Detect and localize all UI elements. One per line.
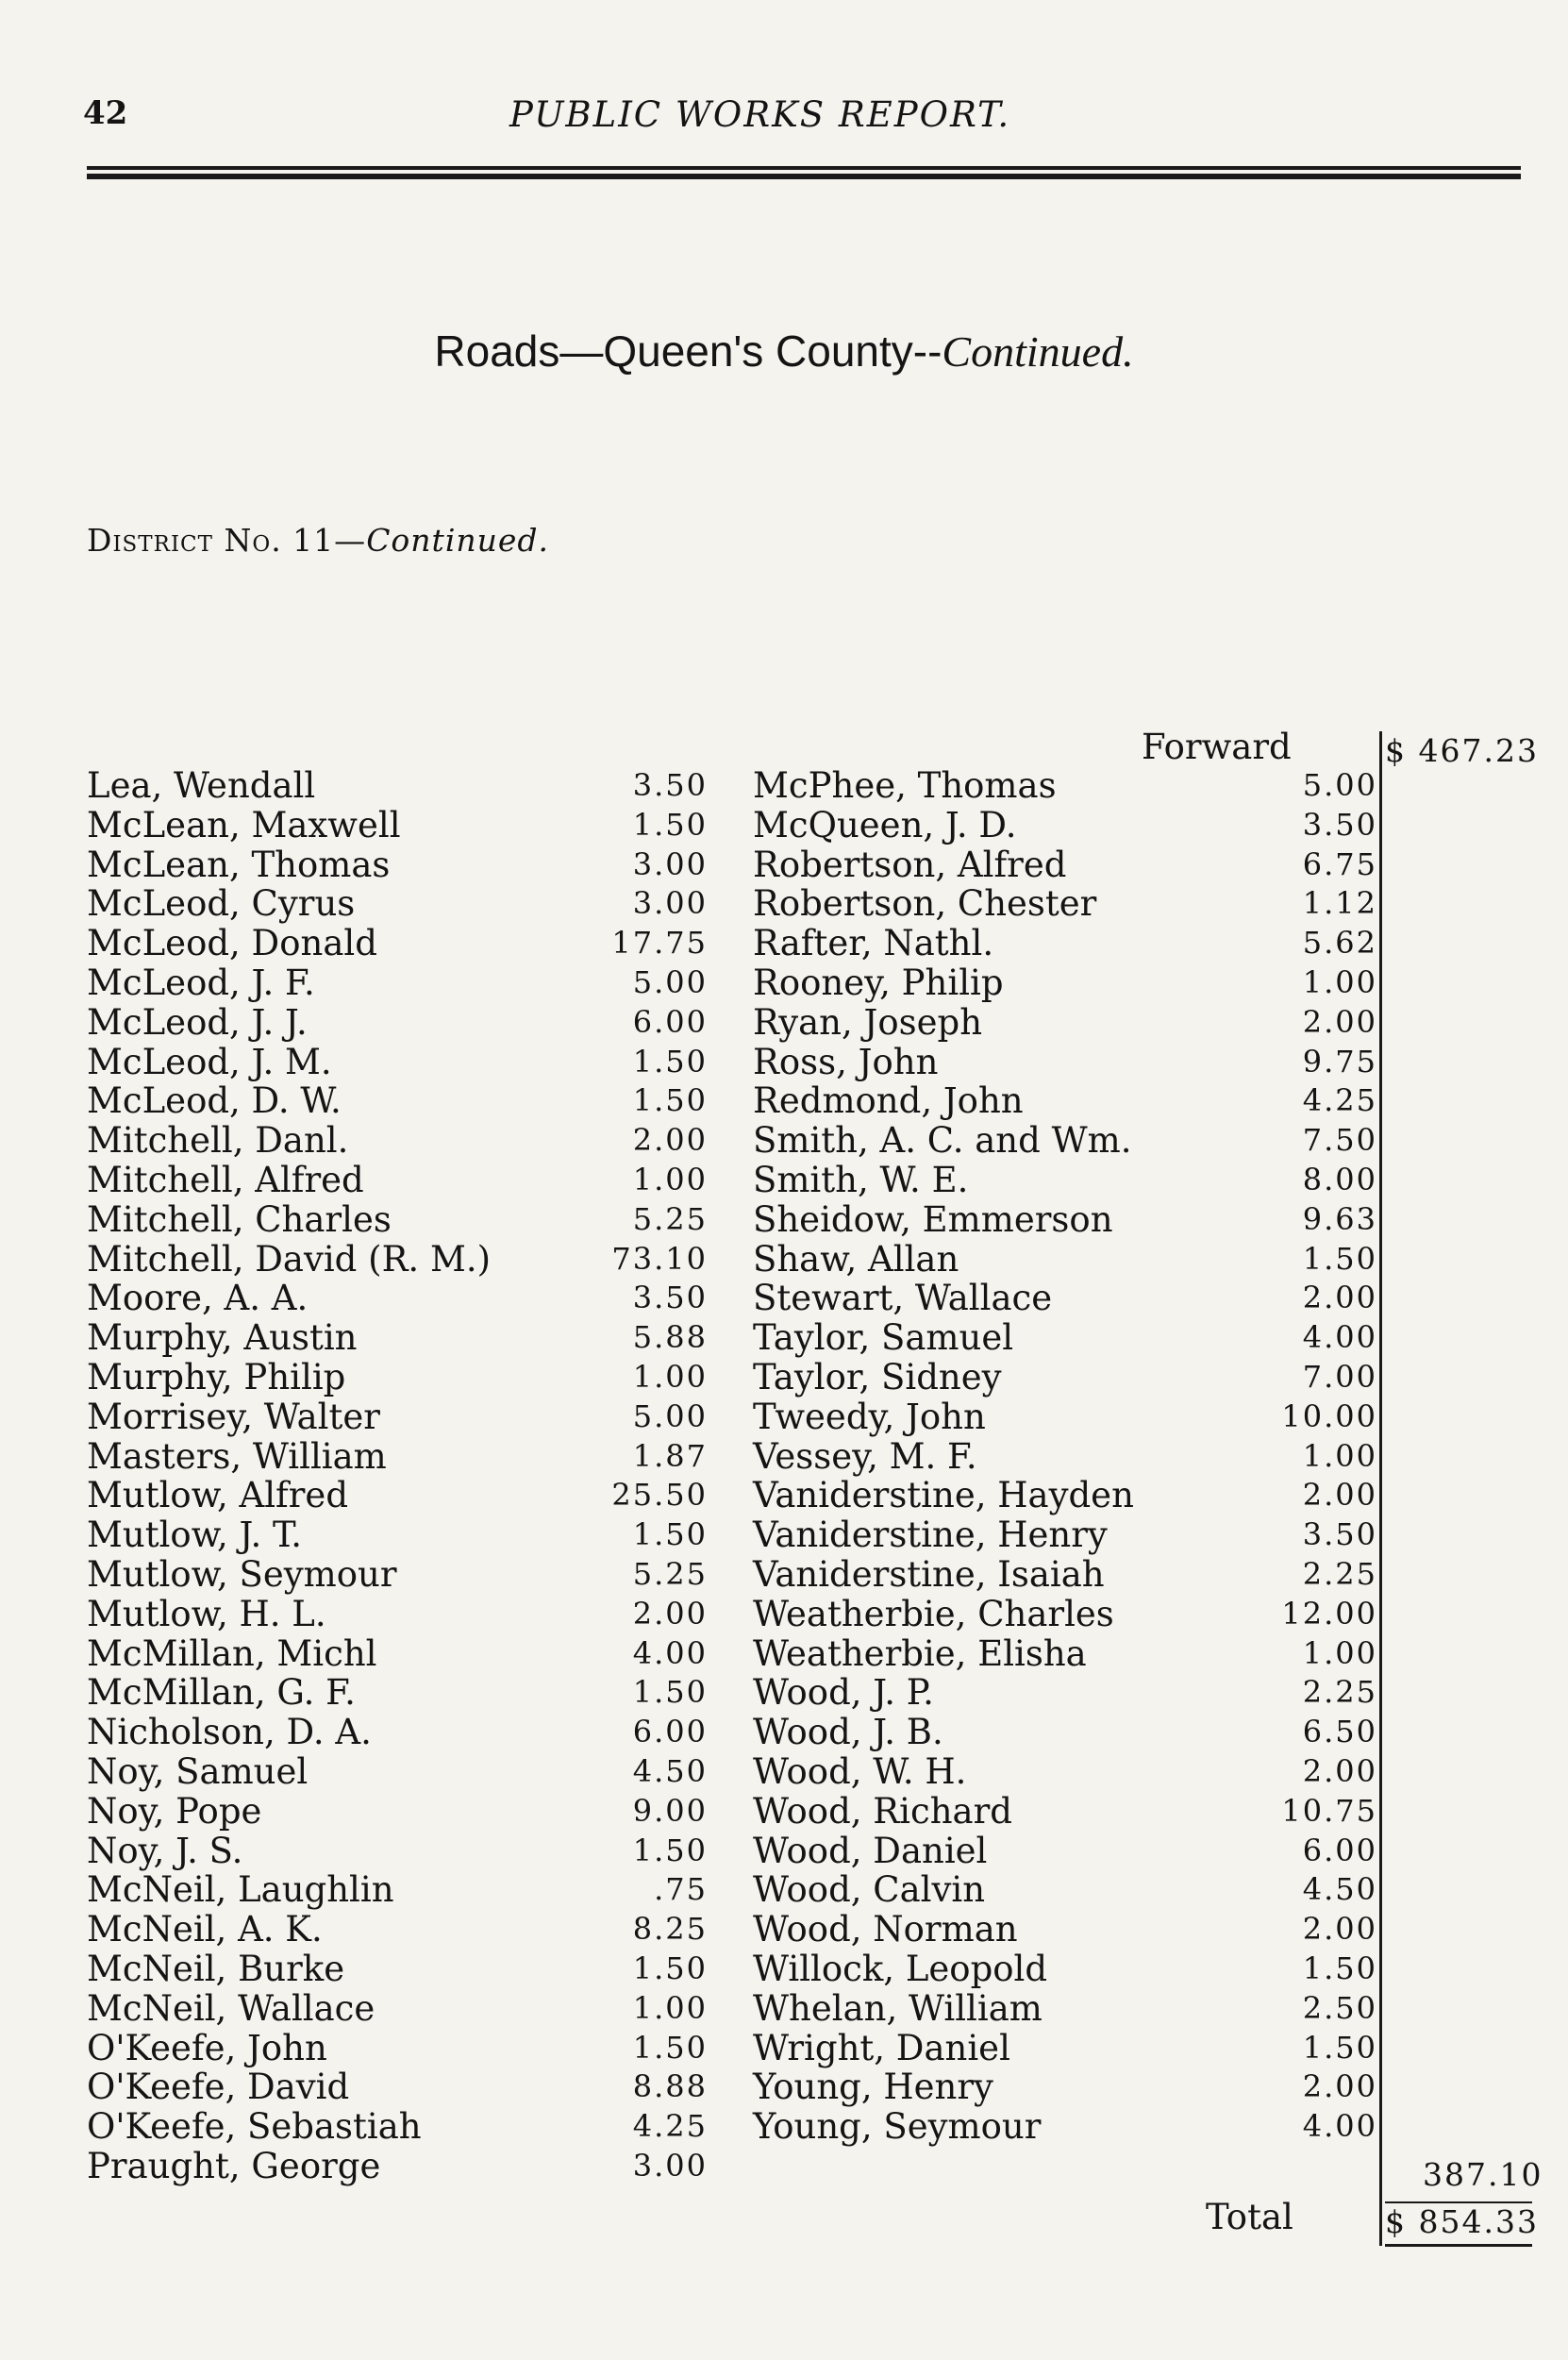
- entry-name: Stewart, Wallace: [753, 1278, 1053, 1319]
- entry-name: Smith, A. C. and Wm.: [753, 1120, 1132, 1162]
- entry-name: McLeod, J. F.: [87, 962, 315, 1003]
- entry-amount: 3.50: [632, 767, 708, 803]
- entry-amount: 10.00: [1281, 1398, 1377, 1434]
- entry-name: McPhee, Thomas: [753, 765, 1057, 806]
- entry-name: McLean, Maxwell: [87, 804, 401, 845]
- entry-name: Sheidow, Emmerson: [753, 1198, 1113, 1240]
- entry-name: O'Keefe, John: [87, 2027, 327, 2068]
- entry-amount: 4.50: [1302, 1871, 1377, 1908]
- entry-name: Mutlow, H. L.: [87, 1593, 326, 1634]
- entry-amount: 1.00: [1302, 963, 1377, 1000]
- forward-amount: $ 467.23: [1385, 732, 1539, 769]
- entry-name: Rooney, Philip: [753, 962, 1004, 1003]
- entry-amount: 1.87: [632, 1437, 708, 1474]
- entry-amount: 6.75: [1302, 845, 1377, 882]
- entry-amount: 2.00: [1302, 1752, 1377, 1789]
- entry-name: Mutlow, Alfred: [87, 1475, 349, 1516]
- entry-name: Wright, Daniel: [753, 2027, 1010, 2068]
- running-head: PUBLIC WORKS REPORT.: [509, 94, 1011, 135]
- header-rule-thick: [87, 174, 1521, 179]
- entry-amount: 2.00: [632, 1595, 708, 1632]
- entry-amount: 1.00: [632, 1161, 708, 1197]
- entry-name: O'Keefe, David: [87, 2067, 350, 2108]
- entry-name: Praught, George: [87, 2145, 381, 2186]
- entry-name: Vaniderstine, Isaiah: [753, 1553, 1105, 1595]
- entry-amount: 1.50: [632, 1082, 708, 1119]
- entry-amount: 5.00: [1302, 767, 1377, 803]
- entry-amount: 1.50: [1302, 2029, 1377, 2066]
- entry-name: Wood, Norman: [753, 1909, 1018, 1950]
- entry-amount: 3.00: [632, 885, 708, 922]
- total-label: Total: [1206, 2197, 1293, 2237]
- entry-amount: 1.50: [1302, 1950, 1377, 1986]
- entry-name: Masters, William: [87, 1435, 387, 1477]
- entry-name: McLeod, Donald: [87, 923, 377, 964]
- district-label: District No. 11—: [87, 522, 367, 559]
- entry-name: Mitchell, Danl.: [87, 1120, 349, 1162]
- entry-name: Vaniderstine, Hayden: [753, 1475, 1134, 1516]
- entry-name: Weatherbie, Elisha: [753, 1632, 1087, 1674]
- entry-amount: 6.50: [1302, 1714, 1377, 1750]
- entry-name: Robertson, Chester: [753, 883, 1097, 925]
- entry-name: Ross, John: [753, 1041, 939, 1082]
- entry-name: McNeil, Laughlin: [87, 1869, 394, 1911]
- entry-name: Wood, Daniel: [753, 1830, 988, 1871]
- forward-label: Forward: [1142, 727, 1292, 767]
- entry-amount: 1.50: [632, 1832, 708, 1868]
- entry-name: Lea, Wendall: [87, 765, 316, 806]
- entry-name: Mitchell, Charles: [87, 1198, 392, 1240]
- header-rule: [87, 166, 1521, 170]
- entry-name: Mitchell, David (R. M.): [87, 1238, 492, 1280]
- entry-amount: 1.00: [632, 1358, 708, 1395]
- entry-name: McLeod, Cyrus: [87, 883, 356, 925]
- entry-name: Vessey, M. F.: [753, 1435, 977, 1477]
- entry-amount: 2.00: [1302, 1911, 1377, 1948]
- district-heading: [87, 522, 549, 559]
- right-amounts-column: [1226, 766, 1377, 2147]
- entry-amount: 3.00: [632, 845, 708, 882]
- entry-amount: 6.00: [632, 1714, 708, 1750]
- entry-name: Rafter, Nathl.: [753, 923, 994, 964]
- entry-amount: 4.25: [632, 2108, 708, 2145]
- entry-amount: 5.00: [632, 963, 708, 1000]
- entry-amount: 1.00: [1302, 1437, 1377, 1474]
- entry-name: Wood, W. H.: [753, 1750, 967, 1792]
- entry-amount: 73.10: [611, 1240, 708, 1277]
- total-amount: $ 854.33: [1385, 2203, 1539, 2240]
- entry-name: McNeil, Burke: [87, 1948, 345, 1989]
- entry-amount: 2.25: [1302, 1674, 1377, 1711]
- entry-name: McNeil, A. K.: [87, 1909, 323, 1950]
- entry-name: Whelan, William: [753, 1987, 1043, 2029]
- entry-amount: 2.00: [1302, 1280, 1377, 1316]
- entry-amount: 12.00: [1281, 1595, 1377, 1632]
- entry-name: Noy, Samuel: [87, 1750, 309, 1792]
- entry-amount: 8.88: [632, 2068, 708, 2105]
- entry-amount: 4.50: [632, 1752, 708, 1789]
- entry-amount: 3.50: [1302, 806, 1377, 843]
- entry-amount: 2.00: [1302, 2068, 1377, 2105]
- entry-amount: 1.50: [632, 2029, 708, 2066]
- entry-amount: 1.00: [632, 1989, 708, 2026]
- entry-name: Shaw, Allan: [753, 1238, 959, 1280]
- entry-amount: 1.50: [632, 1516, 708, 1553]
- entry-amount: 4.00: [1302, 2108, 1377, 2145]
- entry-name: McQueen, J. D.: [753, 804, 1017, 845]
- entry-name: Mutlow, Seymour: [87, 1553, 397, 1595]
- entry-amount: 6.00: [1302, 1832, 1377, 1868]
- entry-name: McLean, Thomas: [87, 844, 391, 885]
- entry-name: McMillan, Michl: [87, 1632, 377, 1674]
- entry-amount: 6.00: [632, 1003, 708, 1040]
- entry-amount: 2.00: [1302, 1003, 1377, 1040]
- entry-amount: 5.00: [632, 1398, 708, 1434]
- entry-name: Taylor, Samuel: [753, 1317, 1014, 1359]
- section-title-main: Roads—Queen's County--: [434, 326, 942, 376]
- entry-name: Nicholson, D. A.: [87, 1712, 372, 1753]
- entry-name: Murphy, Austin: [87, 1317, 358, 1359]
- entry-amount: 3.50: [1302, 1516, 1377, 1553]
- entry-amount: 9.75: [1302, 1043, 1377, 1080]
- entry-amount: 4.00: [1302, 1319, 1377, 1356]
- entry-amount: 2.00: [632, 1122, 708, 1159]
- column-sum: 387.10: [1423, 2156, 1543, 2193]
- entry-amount: 2.00: [1302, 1477, 1377, 1514]
- entry-amount: 3.50: [632, 1280, 708, 1316]
- entry-name: Mitchell, Alfred: [87, 1159, 364, 1200]
- entry-name: McLeod, J. M.: [87, 1041, 332, 1082]
- section-title: [0, 326, 1568, 377]
- entry-name: Wood, J. P.: [753, 1672, 934, 1714]
- entry-name: Wood, Richard: [753, 1790, 1012, 1832]
- entry-amount: 3.00: [632, 2147, 708, 2184]
- entry-name: McNeil, Wallace: [87, 1987, 375, 2029]
- entry-name: Young, Seymour: [753, 2106, 1042, 2148]
- entry-amount: 5.62: [1302, 925, 1377, 962]
- entry-name: Smith, W. E.: [753, 1159, 969, 1200]
- entry-name: Vaniderstine, Henry: [753, 1515, 1108, 1556]
- entry-name: Redmond, John: [753, 1080, 1024, 1122]
- page-number: 42: [83, 94, 128, 132]
- section-title-continued: Continued.: [942, 327, 1134, 376]
- entry-amount: 8.00: [1302, 1161, 1377, 1197]
- entry-amount: 1.50: [632, 1674, 708, 1711]
- entry-name: Taylor, Sidney: [753, 1356, 1002, 1398]
- entry-name: O'Keefe, Sebastiah: [87, 2106, 422, 2148]
- entry-amount: 1.50: [632, 806, 708, 843]
- entry-amount: 10.75: [1281, 1792, 1377, 1829]
- entry-amount: 1.50: [632, 1043, 708, 1080]
- entry-name: Willock, Leopold: [753, 1948, 1048, 1989]
- entry-name: Noy, J. S.: [87, 1830, 243, 1871]
- entry-name: Weatherbie, Charles: [753, 1593, 1114, 1634]
- entry-name: Mutlow, J. T.: [87, 1515, 302, 1556]
- entry-amount: 5.25: [632, 1555, 708, 1592]
- left-amounts-column: [566, 766, 708, 2186]
- entry-amount: 5.88: [632, 1319, 708, 1356]
- entry-amount: 4.00: [632, 1634, 708, 1671]
- entry-amount: 1.50: [1302, 1240, 1377, 1277]
- entry-amount: 17.75: [611, 925, 708, 962]
- entry-amount: 7.00: [1302, 1358, 1377, 1395]
- entry-amount: 1.12: [1302, 885, 1377, 922]
- entry-name: Wood, Calvin: [753, 1869, 986, 1911]
- entry-amount: 25.50: [611, 1477, 708, 1514]
- entry-name: McMillan, G. F.: [87, 1672, 356, 1714]
- entry-name: Wood, J. B.: [753, 1712, 943, 1753]
- entry-name: Morrisey, Walter: [87, 1396, 380, 1437]
- entry-amount: 2.50: [1302, 1989, 1377, 2026]
- entry-amount: 8.25: [632, 1911, 708, 1948]
- entry-amount: 2.25: [1302, 1555, 1377, 1592]
- entry-name: McLeod, D. W.: [87, 1080, 342, 1122]
- entry-amount: 9.63: [1302, 1200, 1377, 1237]
- entry-name: McLeod, J. J.: [87, 1001, 308, 1043]
- entry-amount: 5.25: [632, 1200, 708, 1237]
- entry-name: Tweedy, John: [753, 1396, 986, 1437]
- entry-amount: 9.00: [632, 1792, 708, 1829]
- entry-amount: 1.00: [1302, 1634, 1377, 1671]
- entry-amount: 4.25: [1302, 1082, 1377, 1119]
- amount-column-rule: [1379, 731, 1382, 2246]
- entry-name: Murphy, Philip: [87, 1356, 346, 1398]
- entry-name: Young, Henry: [753, 2067, 993, 2108]
- district-continued: Continued.: [366, 522, 550, 559]
- entry-name: Noy, Pope: [87, 1790, 262, 1832]
- entry-amount: 1.50: [632, 1950, 708, 1986]
- entry-name: Moore, A. A.: [87, 1278, 309, 1319]
- total-underline: [1385, 2244, 1532, 2247]
- right-names-column: [753, 766, 1281, 2147]
- entry-amount: 7.50: [1302, 1122, 1377, 1159]
- entry-amount: .75: [654, 1871, 708, 1908]
- entry-name: Robertson, Alfred: [753, 844, 1067, 885]
- entry-name: Ryan, Joseph: [753, 1001, 983, 1043]
